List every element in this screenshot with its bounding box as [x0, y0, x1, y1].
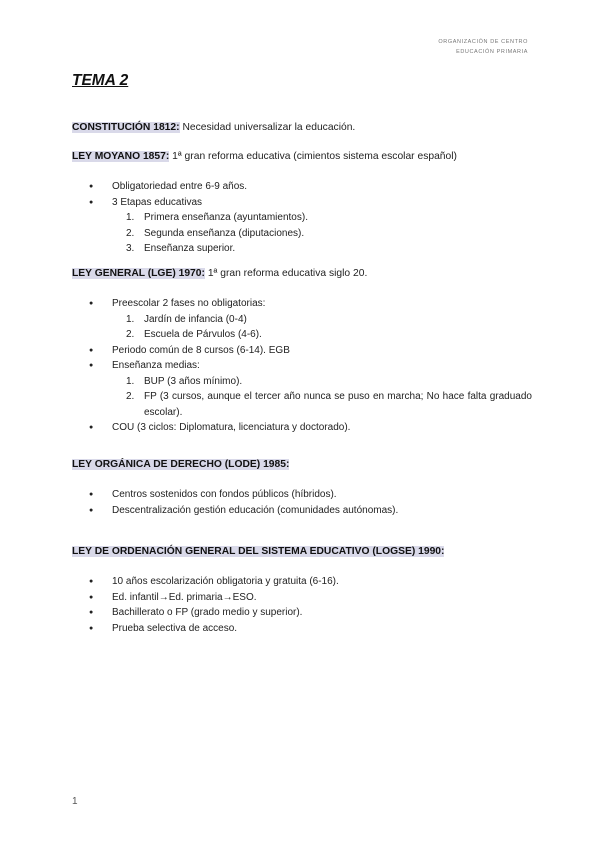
section-heading: LEY ORGÁNICA DE DERECHO (LODE) 1985:	[72, 459, 290, 470]
list-item	[72, 574, 532, 590]
list-item	[72, 605, 532, 621]
list-item-text: COU (3 ciclos: Diplomatura, licenciatura y doctorado).	[112, 422, 351, 433]
list-item-text: Bachillerato o FP (grado medio y superior).	[112, 607, 303, 618]
sublist	[112, 312, 532, 343]
list-item	[72, 343, 532, 359]
sublist-item: 2. FP (3 cursos, aunque el tercer año nunca se puso en marcha; No hace falta graduado escolar).	[126, 391, 532, 418]
sublist-item-text: Primera enseñanza (ayuntamientos).	[144, 212, 308, 223]
list-item	[72, 195, 532, 257]
sublist-item: 1. Primera enseñanza (ayuntamientos).	[126, 212, 308, 223]
list-item	[72, 296, 532, 343]
header-line-1: ORGANIZACIÓN DE CENTRO	[438, 39, 528, 45]
list-item-text: Prueba selectiva de acceso.	[112, 622, 238, 634]
sublist-item-text: FP (3 cursos, aunque el tercer año nunca se puso en marcha; No hace falta graduado escolar).	[144, 391, 532, 418]
sublist-item-text: Escuela de Párvulos (4-6).	[144, 329, 262, 340]
list-item	[72, 487, 532, 503]
list-item	[72, 503, 532, 519]
sublist-item-text: Enseñanza superior.	[144, 243, 236, 254]
list-item-text: 10 años escolarización obligatoria y gratuita (6-16).	[112, 576, 339, 587]
section-constitucion	[72, 122, 355, 133]
page-title: TEMA 2	[72, 72, 129, 89]
lge-list	[72, 296, 532, 436]
list-item-text: Obligatoriedad entre 6-9 años.	[112, 181, 248, 192]
section-text: 1ª gran reforma educativa siglo 20.	[204, 268, 368, 279]
section-heading: LEY DE ORDENACIÓN GENERAL DEL SISTEMA EDUCATIVO (LOGSE) 1990:	[72, 546, 445, 557]
section-lge	[72, 268, 367, 279]
list-item	[72, 420, 532, 436]
list-item-text: 3 Etapas educativas	[112, 196, 203, 208]
section-moyano	[72, 151, 457, 162]
list-item-text: Periodo común de 8 cursos (6-14). EGB	[112, 344, 290, 356]
list-item-text: Preescolar 2 fases no obligatorias:	[112, 298, 266, 309]
lode-list	[72, 487, 532, 518]
list-item-text: Centros sostenidos con fondos públicos (híbridos).	[112, 489, 337, 500]
section-logse	[72, 546, 444, 557]
section-text: Necesidad universalizar la educación.	[179, 122, 356, 133]
header-line-2: EDUCACIÓN PRIMARIA	[456, 49, 528, 55]
section-heading: LEY MOYANO 1857:	[72, 151, 170, 162]
page-number: 1	[72, 796, 78, 807]
sublist-item-text: BUP (3 años mínimo).	[144, 375, 243, 387]
list-item	[72, 179, 532, 195]
list-item-text: Enseñanza medias:	[112, 360, 200, 371]
section-heading: CONSTITUCIÓN 1812:	[72, 122, 180, 133]
sublist-item: 3. Enseñanza superior.	[126, 243, 236, 254]
sublist-item-text: Segunda enseñanza (diputaciones).	[144, 227, 305, 239]
sublist-item: 1. BUP (3 años mínimo).	[126, 375, 243, 387]
list-item-text: Descentralización gestión educación (comunidades autónomas).	[112, 504, 399, 516]
sublist-item: 2. Escuela de Párvulos (4-6).	[126, 329, 262, 340]
section-text: 1ª gran reforma educativa (cimientos sistema escolar español)	[169, 151, 457, 162]
list-item	[72, 358, 532, 420]
sublist	[112, 210, 532, 257]
list-item	[72, 590, 532, 606]
moyano-list	[72, 179, 532, 257]
sublist-item: 2. Segunda enseñanza (diputaciones).	[126, 227, 305, 239]
list-item	[72, 621, 532, 637]
list-item-text: Ed. infantil→Ed. primaria→ESO.	[112, 591, 257, 603]
sublist-item-text: Jardín de infancia (0-4)	[144, 313, 247, 325]
sublist-item: 1. Jardín de infancia (0-4)	[126, 313, 247, 325]
section-lode	[72, 459, 289, 470]
logse-list	[72, 574, 532, 636]
sublist	[112, 374, 532, 421]
section-heading: LEY GENERAL (LGE) 1970:	[72, 268, 205, 279]
running-header	[438, 37, 528, 57]
